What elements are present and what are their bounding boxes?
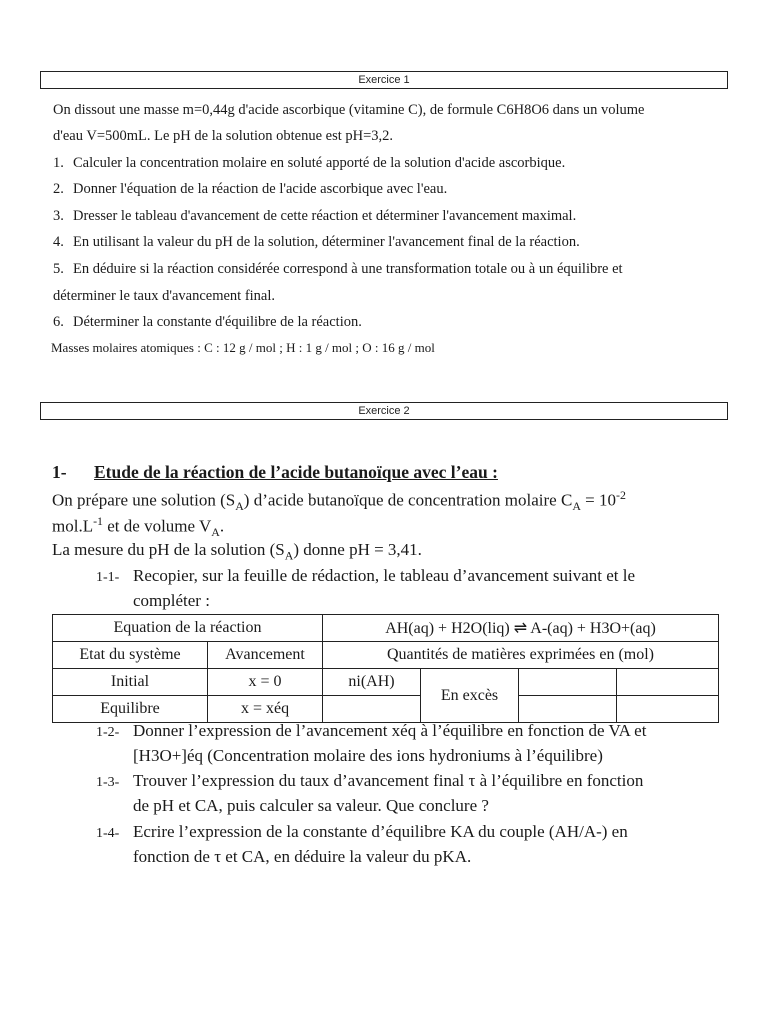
- ex2-question-1-1: [96, 566, 635, 586]
- avancement-table: [52, 614, 719, 723]
- ex1-question-4: [53, 234, 580, 251]
- ex2-heading: [52, 462, 498, 483]
- ex1-question-2: [53, 181, 447, 198]
- question-text: Donner l’expression de l’avancement xéq à l’équilibre en fonction de VA et: [133, 721, 647, 740]
- ex1-question-1: [53, 155, 565, 172]
- table-row: [53, 669, 719, 696]
- table-cell: Quantités de matières exprimées en (mol): [323, 642, 719, 669]
- heading-number: 1-: [52, 462, 67, 482]
- table-cell: Equilibre: [53, 696, 208, 723]
- question-number: 5.: [53, 261, 64, 277]
- text: mol.L: [52, 516, 94, 536]
- table-cell-empty: [617, 696, 719, 723]
- ex2-paragraph-2: [52, 514, 224, 540]
- ex2-question-1-2-cont: [H3O+]éq (Concentration molaire des ions hydroniums à l’équilibre): [133, 746, 603, 765]
- superscript: -2: [616, 488, 626, 502]
- table-cell: ni(AH): [323, 669, 421, 696]
- question-text: Ecrire l’expression de la constante d’équilibre KA du couple (AH/A-) en: [133, 822, 628, 841]
- question-text: Calculer la concentration molaire en soluté apporté de la solution d'acide ascorbique.: [73, 155, 566, 171]
- text: On prépare une solution (S: [52, 490, 236, 510]
- text: La mesure du pH de la solution (S: [52, 540, 285, 559]
- ex1-molar-masses: Masses molaires atomiques : C : 12 g / mol ; H : 1 g / mol ; O : 16 g / mol: [51, 340, 435, 355]
- table-cell: Initial: [53, 669, 208, 696]
- table-row: [53, 642, 719, 669]
- question-number: 1-2-: [96, 725, 120, 740]
- exercice1-title: Exercice 1: [40, 71, 728, 89]
- subscript: A: [284, 548, 294, 563]
- text: ) d’acide butanoïque de concentration molaire C: [243, 490, 573, 510]
- subscript: A: [235, 499, 244, 514]
- table-cell-empty: [617, 669, 719, 696]
- ex2-question-1-2: [96, 721, 646, 741]
- ex1-question-3: [53, 208, 576, 225]
- table-cell: x = 0: [208, 669, 323, 696]
- ex2-paragraph-1: [52, 488, 626, 514]
- ex2-question-1-3: [96, 771, 643, 791]
- table-cell-empty: [519, 696, 617, 723]
- table-cell-empty: [519, 669, 617, 696]
- table-row: [53, 615, 719, 642]
- question-number: 1-1-: [96, 570, 120, 585]
- table-cell-empty: [323, 696, 421, 723]
- table-cell: x = xéq: [208, 696, 323, 723]
- ex2-question-1-3-cont: de pH et CA, puis calculer sa valeur. Que conclure ?: [133, 796, 489, 815]
- ex1-question-5-cont: [53, 288, 275, 305]
- table-cell: Equation de la réaction: [53, 615, 323, 642]
- question-number: 1.: [53, 155, 64, 171]
- table-cell: AH(aq) + H2O(liq) ⇌ A-(aq) + H3O+(aq): [323, 615, 719, 642]
- question-number: 4.: [53, 234, 64, 250]
- ex2-question-1-4: [96, 822, 628, 842]
- table-row: [53, 696, 719, 723]
- question-text: En déduire si la réaction considérée correspond à une transformation totale ou à un équilibre et: [73, 261, 623, 277]
- text: et de volume V: [103, 516, 212, 536]
- question-text: Donner l'équation de la réaction de l'acide ascorbique avec l'eau.: [73, 181, 448, 197]
- question-number: 2.: [53, 181, 64, 197]
- ex2-paragraph-3: [52, 540, 422, 563]
- question-number: 1-4-: [96, 826, 120, 841]
- text: = 10: [580, 490, 617, 510]
- table-cell: Avancement: [208, 642, 323, 669]
- question-text: Recopier, sur la feuille de rédaction, le tableau d’avancement suivant et le: [133, 566, 636, 585]
- ex2-question-1-1-cont: compléter :: [133, 591, 210, 610]
- ex1-intro-line1: On dissout une masse m=0,44g d'acide ascorbique (vitamine C), de formule C6H8O6 dans un volume: [53, 102, 645, 118]
- subscript: A: [211, 525, 220, 540]
- ex1-question-5: [53, 261, 623, 278]
- question-text: déterminer le taux d'avancement final.: [53, 288, 276, 304]
- table-cell: Etat du système: [53, 642, 208, 669]
- question-text: Trouver l’expression du taux d’avancement final τ à l’équilibre en fonction: [133, 771, 644, 790]
- superscript: -1: [93, 514, 103, 528]
- question-text: Déterminer la constante d'équilibre de la réaction.: [73, 314, 362, 330]
- ex1-question-6: [53, 314, 362, 331]
- table-cell-exces: En excès: [421, 669, 519, 723]
- heading-text: Etude de la réaction de l’acide butanoïque avec l’eau :: [94, 462, 498, 482]
- question-number: 3.: [53, 208, 64, 224]
- ex1-intro-line2: d'eau V=500mL. Le pH de la solution obtenue est pH=3,2.: [53, 128, 394, 144]
- text: ) donne pH = 3,41.: [293, 540, 422, 559]
- question-number: 6.: [53, 314, 64, 330]
- question-text: Dresser le tableau d'avancement de cette réaction et déterminer l'avancement maximal.: [73, 208, 577, 224]
- question-text: En utilisant la valeur du pH de la solution, déterminer l'avancement final de la réaction.: [73, 234, 580, 250]
- ex2-question-1-4-cont: fonction de τ et CA, en déduire la valeur du pKA.: [133, 847, 472, 866]
- exercice2-title: Exercice 2: [40, 402, 728, 420]
- text: .: [219, 516, 225, 536]
- question-number: 1-3-: [96, 775, 120, 790]
- subscript: A: [572, 499, 581, 514]
